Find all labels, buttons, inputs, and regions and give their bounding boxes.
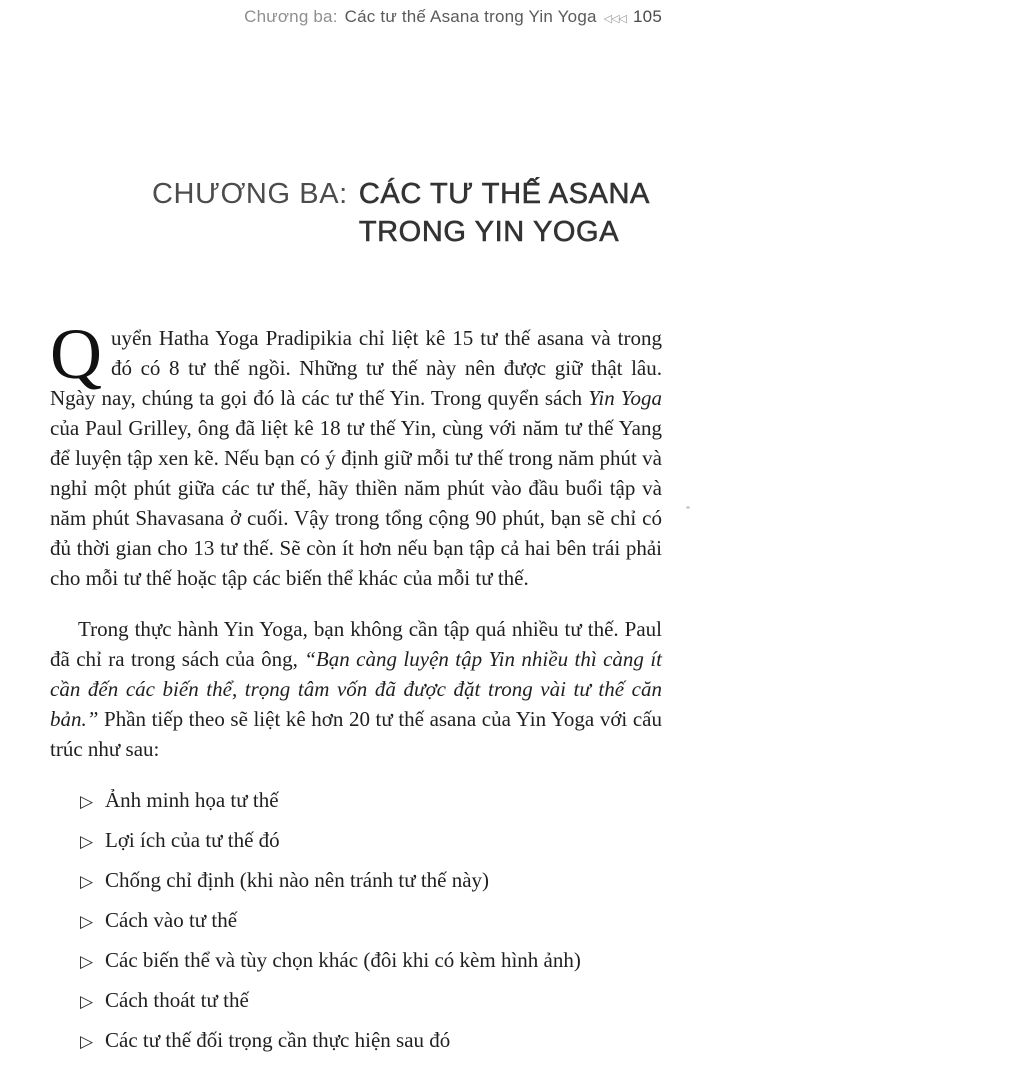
chapter-title-main xyxy=(359,175,650,251)
list-item xyxy=(80,985,662,1017)
triangle-bullet-icon: ▷ xyxy=(80,992,94,1012)
list-item xyxy=(80,865,662,897)
list-item xyxy=(80,825,662,857)
running-head-title: Các tư thế Asana trong Yin Yoga xyxy=(344,7,597,26)
text-segment: “Bạn càng luyện tập Yin nhiều thì càng ít cần đến các biến thể, trọng tâm vốn đã được đặt trong vài tư thế căn bản.” xyxy=(50,647,662,731)
paragraph-practice xyxy=(50,614,662,764)
text-segment: Trong thực hành Yin Yoga, bạn không cần tập quá nhiều tư thế. Paul đã chỉ ra trong sách của ông, xyxy=(50,617,662,671)
list-item-text: Các biến thể và tùy chọn khác (đôi khi có kèm hình ảnh) xyxy=(105,948,581,972)
text-segment: Phần tiếp theo sẽ liệt kê hơn 20 tư thế asana của Yin Yoga với cấu trúc như sau: xyxy=(50,707,662,761)
list-item xyxy=(80,905,662,937)
list-item-text: Lợi ích của tư thế đó xyxy=(105,828,280,852)
triangle-bullet-icon: ▷ xyxy=(80,912,94,932)
paragraph-intro xyxy=(50,314,662,593)
page-number: 105 xyxy=(633,7,662,26)
text-segment: uyển Hatha Yoga Pradipikia chỉ liệt kê 15 tư thế asana và trong đó có 8 tư thế ngồi. Những tư thế này nên được giữ thật lâu. Ngày nay, chúng ta gọi đó là các tư thế Yin. Trong quyển sách xyxy=(50,326,662,410)
list-item xyxy=(80,785,662,817)
chapter-title-line1: CÁC TƯ THẾ ASANA xyxy=(358,178,650,210)
triangle-bullet-icon: ▷ xyxy=(80,832,94,852)
running-head-chapter-label: Chương ba: xyxy=(244,7,338,26)
running-head xyxy=(50,0,662,27)
text-column xyxy=(50,0,662,1065)
chapter-title-prefix: CHƯƠNG BA: xyxy=(152,178,348,210)
list-item xyxy=(80,945,662,977)
list-item-text: Ảnh minh họa tư thế xyxy=(105,788,279,812)
triple-left-triangle-icon: ◁◁◁ xyxy=(603,12,627,25)
text-segment: của Paul Grilley, ông đã liệt kê 18 tư thế Yin, cùng với năm tư thế Yang để luyện tập xen kẽ. Nếu bạn có ý định giữ mỗi tư thế trong năm phút và nghỉ một phút giữa các tư thế, hãy thiền năm phút vào đầu buổi tập và năm phút Shavasana ở cuối. Vậy trong tổng cộng 90 phút, bạn sẽ chỉ có đủ thời gian cho 13 tư thế. Sẽ còn ít hơn nếu bạn tập cả hai bên trái phải cho mỗi tư thế hoặc tập các biến thể khác của mỗi tư thế. xyxy=(50,416,662,590)
drop-cap: Q xyxy=(50,314,102,394)
chapter-title xyxy=(152,175,662,251)
text-segment: Yin Yoga xyxy=(588,386,662,410)
list-item xyxy=(80,1025,662,1057)
chapter-title-line2: TRONG YIN YOGA xyxy=(358,216,620,248)
list-item-text: Chống chỉ định (khi nào nên tránh tư thế này) xyxy=(105,868,490,892)
list-item-text: Các tư thế đối trọng cần thực hiện sau đó xyxy=(105,1028,451,1052)
triangle-bullet-icon: ▷ xyxy=(80,872,94,892)
triangle-bullet-icon: ▷ xyxy=(80,1032,94,1052)
triangle-bullet-icon: ▷ xyxy=(80,792,94,812)
triangle-bullet-icon: ▷ xyxy=(80,952,94,972)
scan-artifact-dot xyxy=(686,506,690,509)
pose-structure-list xyxy=(50,785,662,1057)
list-item-text: Cách vào tư thế xyxy=(105,908,238,932)
list-item-text: Cách thoát tư thế xyxy=(105,988,249,1012)
